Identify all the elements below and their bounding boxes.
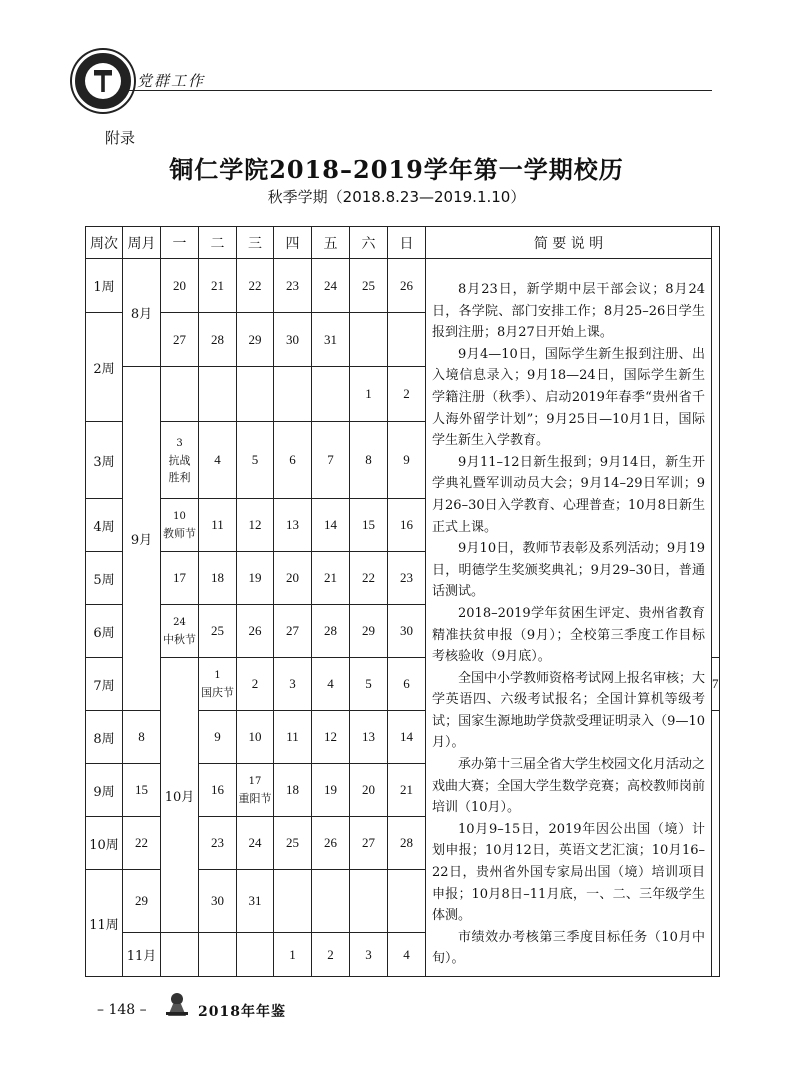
day-cell: 22	[123, 817, 161, 870]
week-cell: 2周	[86, 313, 123, 422]
col-day: 三	[237, 227, 274, 259]
day-cell	[388, 313, 426, 367]
day-cell: 4	[199, 422, 237, 499]
holiday-date: 10	[173, 511, 186, 522]
day-cell: 21	[388, 764, 426, 817]
day-cell: 4	[388, 933, 426, 977]
col-notes: 简 要 说 明	[426, 227, 712, 259]
page-number: – 148 –	[97, 1002, 147, 1018]
note-paragraph: 8月23日，新学期中层干部会议；8月24日，各学院、部门安排工作；8月25–26日学生报到注册；8月27日开始上课。	[432, 282, 705, 341]
week-cell: 6周	[86, 605, 123, 658]
week-cell: 5周	[86, 552, 123, 605]
day-cell: 30	[274, 313, 312, 367]
day-cell: 8	[123, 711, 161, 764]
day-cell	[237, 933, 274, 977]
day-cell: 17	[161, 552, 199, 605]
day-cell	[199, 367, 237, 422]
day-cell: 21	[312, 552, 350, 605]
day-cell: 28	[199, 313, 237, 367]
day-cell	[274, 367, 312, 422]
day-cell: 7	[312, 422, 350, 499]
day-cell	[274, 870, 312, 933]
day-cell: 22	[350, 552, 388, 605]
day-cell: 14	[388, 711, 426, 764]
holiday-cell	[161, 422, 199, 499]
school-calendar-table	[85, 226, 720, 977]
week-cell: 7周	[86, 658, 123, 711]
day-cell	[312, 367, 350, 422]
note-paragraph: 市绩效办考核第三季度目标任务（10月中旬）。	[432, 929, 705, 967]
day-cell: 16	[388, 499, 426, 552]
note-paragraph: 承办第十三届全省大学生校园文化月活动之戏曲大赛；全国大学生数学竞赛；高校教师岗前培训（10月）。	[432, 757, 706, 816]
note-paragraph: 9月10日，教师节表彰及系列活动；9月19日，明德学生奖颁奖典礼；9月29–30日，普通话测试。	[432, 541, 705, 600]
holiday-cell	[161, 605, 199, 658]
day-cell: 27	[161, 313, 199, 367]
col-day: 日	[388, 227, 426, 259]
day-cell: 14	[312, 499, 350, 552]
day-cell: 29	[350, 605, 388, 658]
day-cell: 8	[350, 422, 388, 499]
day-cell: 2	[312, 933, 350, 977]
day-cell: 20	[274, 552, 312, 605]
day-cell: 18	[199, 552, 237, 605]
day-cell: 25	[350, 259, 388, 313]
day-cell: 15	[123, 764, 161, 817]
note-paragraph: 全国中小学教师资格考试网上报名审核；大学英语四、六级考试报名；全国计算机等级考试；国家生源地助学贷款受理证明录入（9—10月）。	[432, 670, 706, 751]
day-cell: 24	[312, 259, 350, 313]
col-day: 一	[161, 227, 199, 259]
day-cell: 3	[350, 933, 388, 977]
university-logo-icon	[72, 50, 134, 112]
week-cell: 4周	[86, 499, 123, 552]
holiday-name: 重阳节	[238, 792, 272, 805]
col-month: 周月	[123, 227, 161, 259]
day-cell: 19	[237, 552, 274, 605]
day-cell: 31	[312, 313, 350, 367]
month-cell: 10月	[161, 658, 199, 933]
day-cell: 31	[237, 870, 274, 933]
day-cell	[312, 870, 350, 933]
day-cell: 30	[199, 870, 237, 933]
day-cell	[161, 933, 199, 977]
day-cell	[350, 313, 388, 367]
day-cell: 29	[237, 313, 274, 367]
day-cell: 2	[237, 658, 274, 711]
day-cell: 20	[161, 259, 199, 313]
day-cell: 2	[388, 367, 426, 422]
day-cell: 28	[388, 817, 426, 870]
day-cell: 29	[123, 870, 161, 933]
holiday-cell	[237, 764, 274, 817]
day-cell: 5	[350, 658, 388, 711]
holiday-cell	[199, 658, 237, 711]
day-cell: 26	[388, 259, 426, 313]
page-title: 铜仁学院2018–2019学年第一学期校历	[169, 155, 624, 184]
day-cell: 21	[199, 259, 237, 313]
day-cell: 27	[350, 817, 388, 870]
day-cell: 13	[274, 499, 312, 552]
day-cell: 16	[199, 764, 237, 817]
day-cell: 11	[274, 711, 312, 764]
yearbook-title: 2018年年鉴	[198, 1004, 286, 1020]
day-cell	[350, 870, 388, 933]
col-day: 二	[199, 227, 237, 259]
month-cell: 11月	[123, 933, 161, 977]
day-cell: 10	[237, 711, 274, 764]
day-cell: 28	[312, 605, 350, 658]
day-cell: 3	[274, 658, 312, 711]
appendix-label: 附录	[105, 129, 136, 147]
holiday-name: 教师节	[163, 527, 196, 540]
holiday-date: 17	[248, 776, 262, 787]
day-cell: 23	[388, 552, 426, 605]
page-subtitle: 秋季学期（2018.8.23—2019.1.10）	[267, 188, 526, 206]
day-cell: 26	[312, 817, 350, 870]
day-cell: 24	[237, 817, 274, 870]
week-cell: 9周	[86, 764, 123, 817]
day-cell	[199, 933, 237, 977]
holiday-name: 抗战胜利	[168, 453, 191, 484]
day-cell: 9	[199, 711, 237, 764]
day-cell: 4	[312, 658, 350, 711]
note-paragraph: 9月11–12日新生报到；9月14日，新生开学典礼暨军训动员大会；9月14–29日军训；9月26–30日入学教育、心理普查；10月8日新生正式上课。	[432, 454, 705, 535]
day-cell: 23	[274, 259, 312, 313]
day-cell: 23	[199, 817, 237, 870]
day-cell: 30	[388, 605, 426, 658]
day-cell: 18	[274, 764, 312, 817]
col-day: 五	[312, 227, 350, 259]
day-cell: 12	[312, 711, 350, 764]
day-cell	[237, 367, 274, 422]
day-cell: 12	[237, 499, 274, 552]
holiday-date: 24	[173, 617, 186, 628]
day-cell: 27	[274, 605, 312, 658]
week-cell: 3周	[86, 422, 123, 499]
day-cell: 7	[712, 658, 720, 711]
day-cell: 25	[274, 817, 312, 870]
week-cell: 8周	[86, 711, 123, 764]
month-cell: 9月	[123, 367, 161, 711]
week-cell: 11周	[86, 870, 123, 977]
holiday-date: 1	[214, 670, 221, 681]
note-paragraph: 10月9–15日，2019年因公出国（境）计划申报；10月12日，英语文艺汇演；10月16–22日，贵州省外国专家局出国（境）培训项目申报；10月8日–11月底，一、二、三年级学生体测。	[432, 821, 705, 924]
day-cell: 1	[350, 367, 388, 422]
notes-cell	[426, 259, 712, 977]
header-rule	[128, 90, 712, 91]
day-cell: 9	[388, 422, 426, 499]
day-cell: 5	[237, 422, 274, 499]
day-cell	[388, 870, 426, 933]
day-cell: 15	[350, 499, 388, 552]
header-row	[86, 227, 720, 259]
note-paragraph: 9月4—10日，国际学生新生报到注册、出入境信息录入；9月18—24日，国际学生新生学籍注册（秋季）、启动2019年春季“贵州省千人海外留学计划”；9月25日—10月1日，国际学生新生入学教育。	[432, 346, 705, 449]
day-cell: 25	[199, 605, 237, 658]
day-cell: 6	[274, 422, 312, 499]
holiday-cell	[161, 499, 199, 552]
yearbook-mascot-icon	[163, 990, 191, 1018]
day-cell: 20	[350, 764, 388, 817]
week-cell: 10周	[86, 817, 123, 870]
col-day: 六	[350, 227, 388, 259]
col-week: 周次	[86, 227, 123, 259]
note-paragraph: 2018–2019学年贫困生评定、贵州省教育精准扶贫申报（9月）；全校第三季度工作目标考核验收（9月底）。	[432, 605, 705, 665]
table-row	[86, 259, 720, 313]
day-cell: 19	[312, 764, 350, 817]
col-day: 四	[274, 227, 312, 259]
month-cell: 8月	[123, 259, 161, 367]
day-cell	[161, 367, 199, 422]
week-cell: 1周	[86, 259, 123, 313]
day-cell: 22	[237, 259, 274, 313]
day-cell: 13	[350, 711, 388, 764]
day-cell: 11	[199, 499, 237, 552]
section-title: 党群工作	[137, 72, 206, 90]
holiday-name: 国庆节	[201, 686, 234, 699]
holiday-name: 中秋节	[163, 633, 196, 646]
day-cell: 1	[274, 933, 312, 977]
day-cell: 26	[237, 605, 274, 658]
day-cell: 6	[388, 658, 426, 711]
holiday-date: 3	[176, 437, 183, 449]
